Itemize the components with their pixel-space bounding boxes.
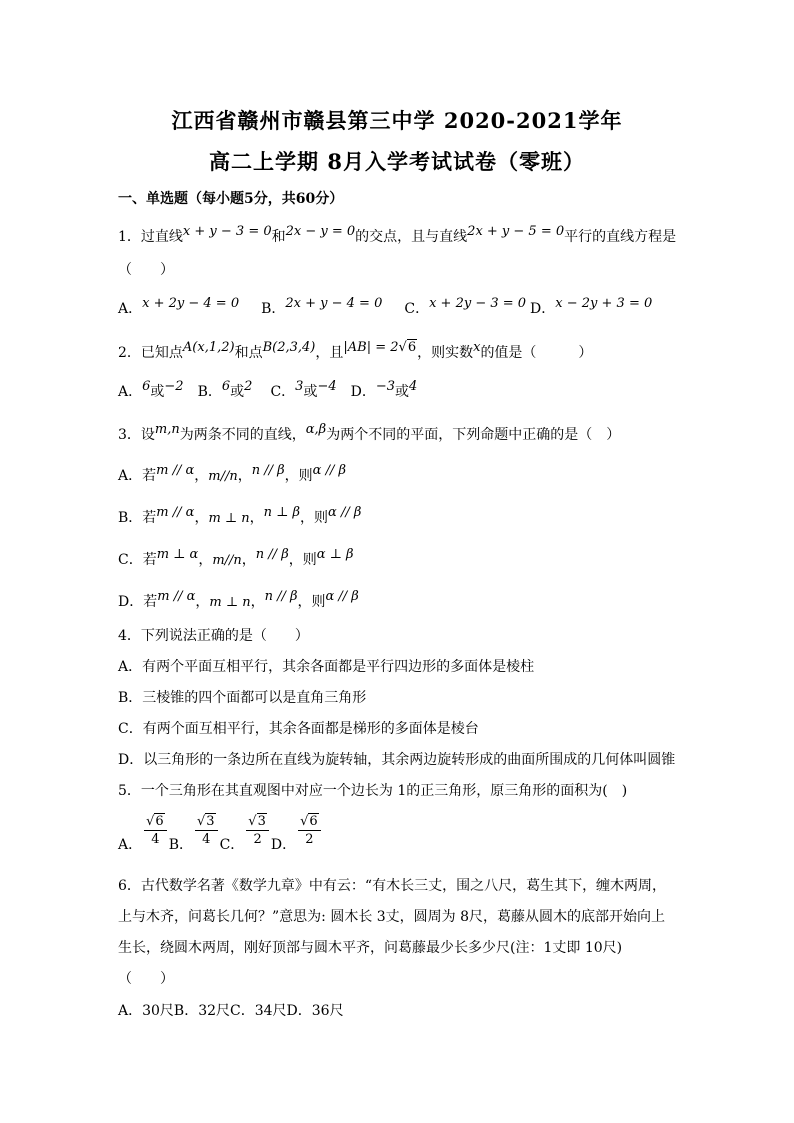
q6-line-2: 上与木齐，问葛长几何？”意思为: 圆木长 3丈，圆周为 8尺，葛藤从圆木的底部开始向上 <box>118 909 666 925</box>
q5-stem: 5．一个三角形在其直观图中对应一个边长为 1的正三角形，原三角形的面积为( ) <box>118 783 628 799</box>
q1-option-a: A．x + 2y − 4 = 0 <box>118 296 240 317</box>
q6-options: A．30尺B．32尺C．34尺D．36尺 <box>118 1003 344 1019</box>
q6-line-1: 6．古代数学名著《数学九章》中有云：“有木长三丈，围之八尺，葛生其下，缠木两周， <box>118 878 667 894</box>
q2-option-a: A．6或−2 <box>118 379 184 400</box>
q1-answer-paren: （ ） <box>118 262 174 278</box>
q4-option-d: D．以三角形的一条边所在直线为旋转轴，其余两边旋转形成的曲面所围成的几何体叫圆锥 <box>118 752 676 768</box>
q2-text-5: 的值是（ ） <box>480 345 593 361</box>
q6-answer-paren: （ ） <box>118 971 174 987</box>
q1-options <box>118 298 652 318</box>
q1-equation-2: 2x − y = 0 <box>285 224 356 239</box>
q2-point-a: A(x,1,2) <box>182 340 235 355</box>
q5-option-a: A． $\frac{√6}{4}$ <box>118 823 169 839</box>
q1-text-3: 的交点，且与直线 <box>355 229 468 245</box>
q3-option-b: B．若m // α，m ⊥ n，n ⊥ β，则α // β <box>118 505 362 526</box>
q2-text-2: 和点 <box>234 345 263 361</box>
q3-lines: m,n <box>154 422 180 437</box>
q2-distance: |AB| = 2√6 <box>343 340 417 355</box>
q4-stem: 4．下列说法正确的是（ ） <box>118 628 309 644</box>
q5-option-b: B． $\frac{√3}{4}$ <box>169 823 220 839</box>
q2-option-b: B．6或2 <box>197 379 253 400</box>
q3-text-2: 为两条不同的直线， <box>179 427 306 443</box>
exam-title-line2: 高二上学期 8月入学考试试卷（零班） <box>209 149 585 174</box>
q1-option-d: D．x − 2y + 3 = 0 <box>530 296 653 317</box>
q2-text-4: ，则实数 <box>417 345 474 361</box>
q2-option-c: C．3或−4 <box>270 379 337 400</box>
q2-options <box>118 381 417 401</box>
q1-option-c: C．x + 2y − 3 = 0 <box>404 296 527 317</box>
q5-options <box>118 814 323 853</box>
q2-point-b: B(2,3,4) <box>262 340 316 355</box>
q2-option-d: D．−3或4 <box>350 379 418 400</box>
q5-option-c: C． $\frac{√3}{2}$ <box>220 823 271 839</box>
q6-line-3: 生长，绕圆木两周，刚好顶部与圆木平齐，问葛藤最少长多少尺(注：1丈即 10尺) <box>118 940 623 956</box>
q2-text-1: 已知点 <box>140 345 183 361</box>
q4-option-a: A．有两个平面互相平行，其余各面都是平行四边形的多面体是棱柱 <box>118 659 535 675</box>
q3-text-3: 为两个不同的平面，下列命题中正确的是（ ） <box>326 427 621 443</box>
q1-equation-1: x + y − 3 = 0 <box>182 224 272 239</box>
section-heading: 一、单选题（每小题5分，共60分） <box>118 191 344 207</box>
q3-planes: α,β <box>305 422 327 437</box>
exam-title-line1: 江西省赣州市赣县第三中学 2020-2021学年 <box>171 108 623 133</box>
q2-variable: x <box>473 340 481 355</box>
q3-stem <box>118 424 620 444</box>
q4-option-b: B．三棱锥的四个面都可以是直角三角形 <box>118 690 367 706</box>
q3-option-a: A．若m // α，m//n，n // β，则α // β <box>118 463 346 484</box>
q1-number: 1． <box>118 229 141 245</box>
q1-stem <box>118 226 676 246</box>
q1-text-4: 平行的直线方程是 <box>564 229 677 245</box>
q3-number: 3． <box>118 427 141 443</box>
q1-text-2: 和 <box>271 229 286 245</box>
q3-option-c: C．若m ⊥ α，m//n，n // β，则α ⊥ β <box>118 547 354 568</box>
q1-equation-3: 2x + y − 5 = 0 <box>467 224 565 239</box>
q4-option-c: C．有两个面互相平行，其余各面都是梯形的多面体是棱台 <box>118 721 479 737</box>
q3-text-1: 设 <box>140 427 155 443</box>
q5-option-d: D． $\frac{√6}{2}$ <box>271 823 323 839</box>
q2-text-3: ，且 <box>315 345 344 361</box>
q1-text-1: 过直线 <box>140 229 183 245</box>
q3-option-d: D．若m // α，m ⊥ n，n // β，则α // β <box>118 589 359 610</box>
q1-option-b: B．2x + y − 4 = 0 <box>261 296 383 317</box>
q2-number: 2． <box>118 345 141 361</box>
q2-stem <box>118 342 592 362</box>
